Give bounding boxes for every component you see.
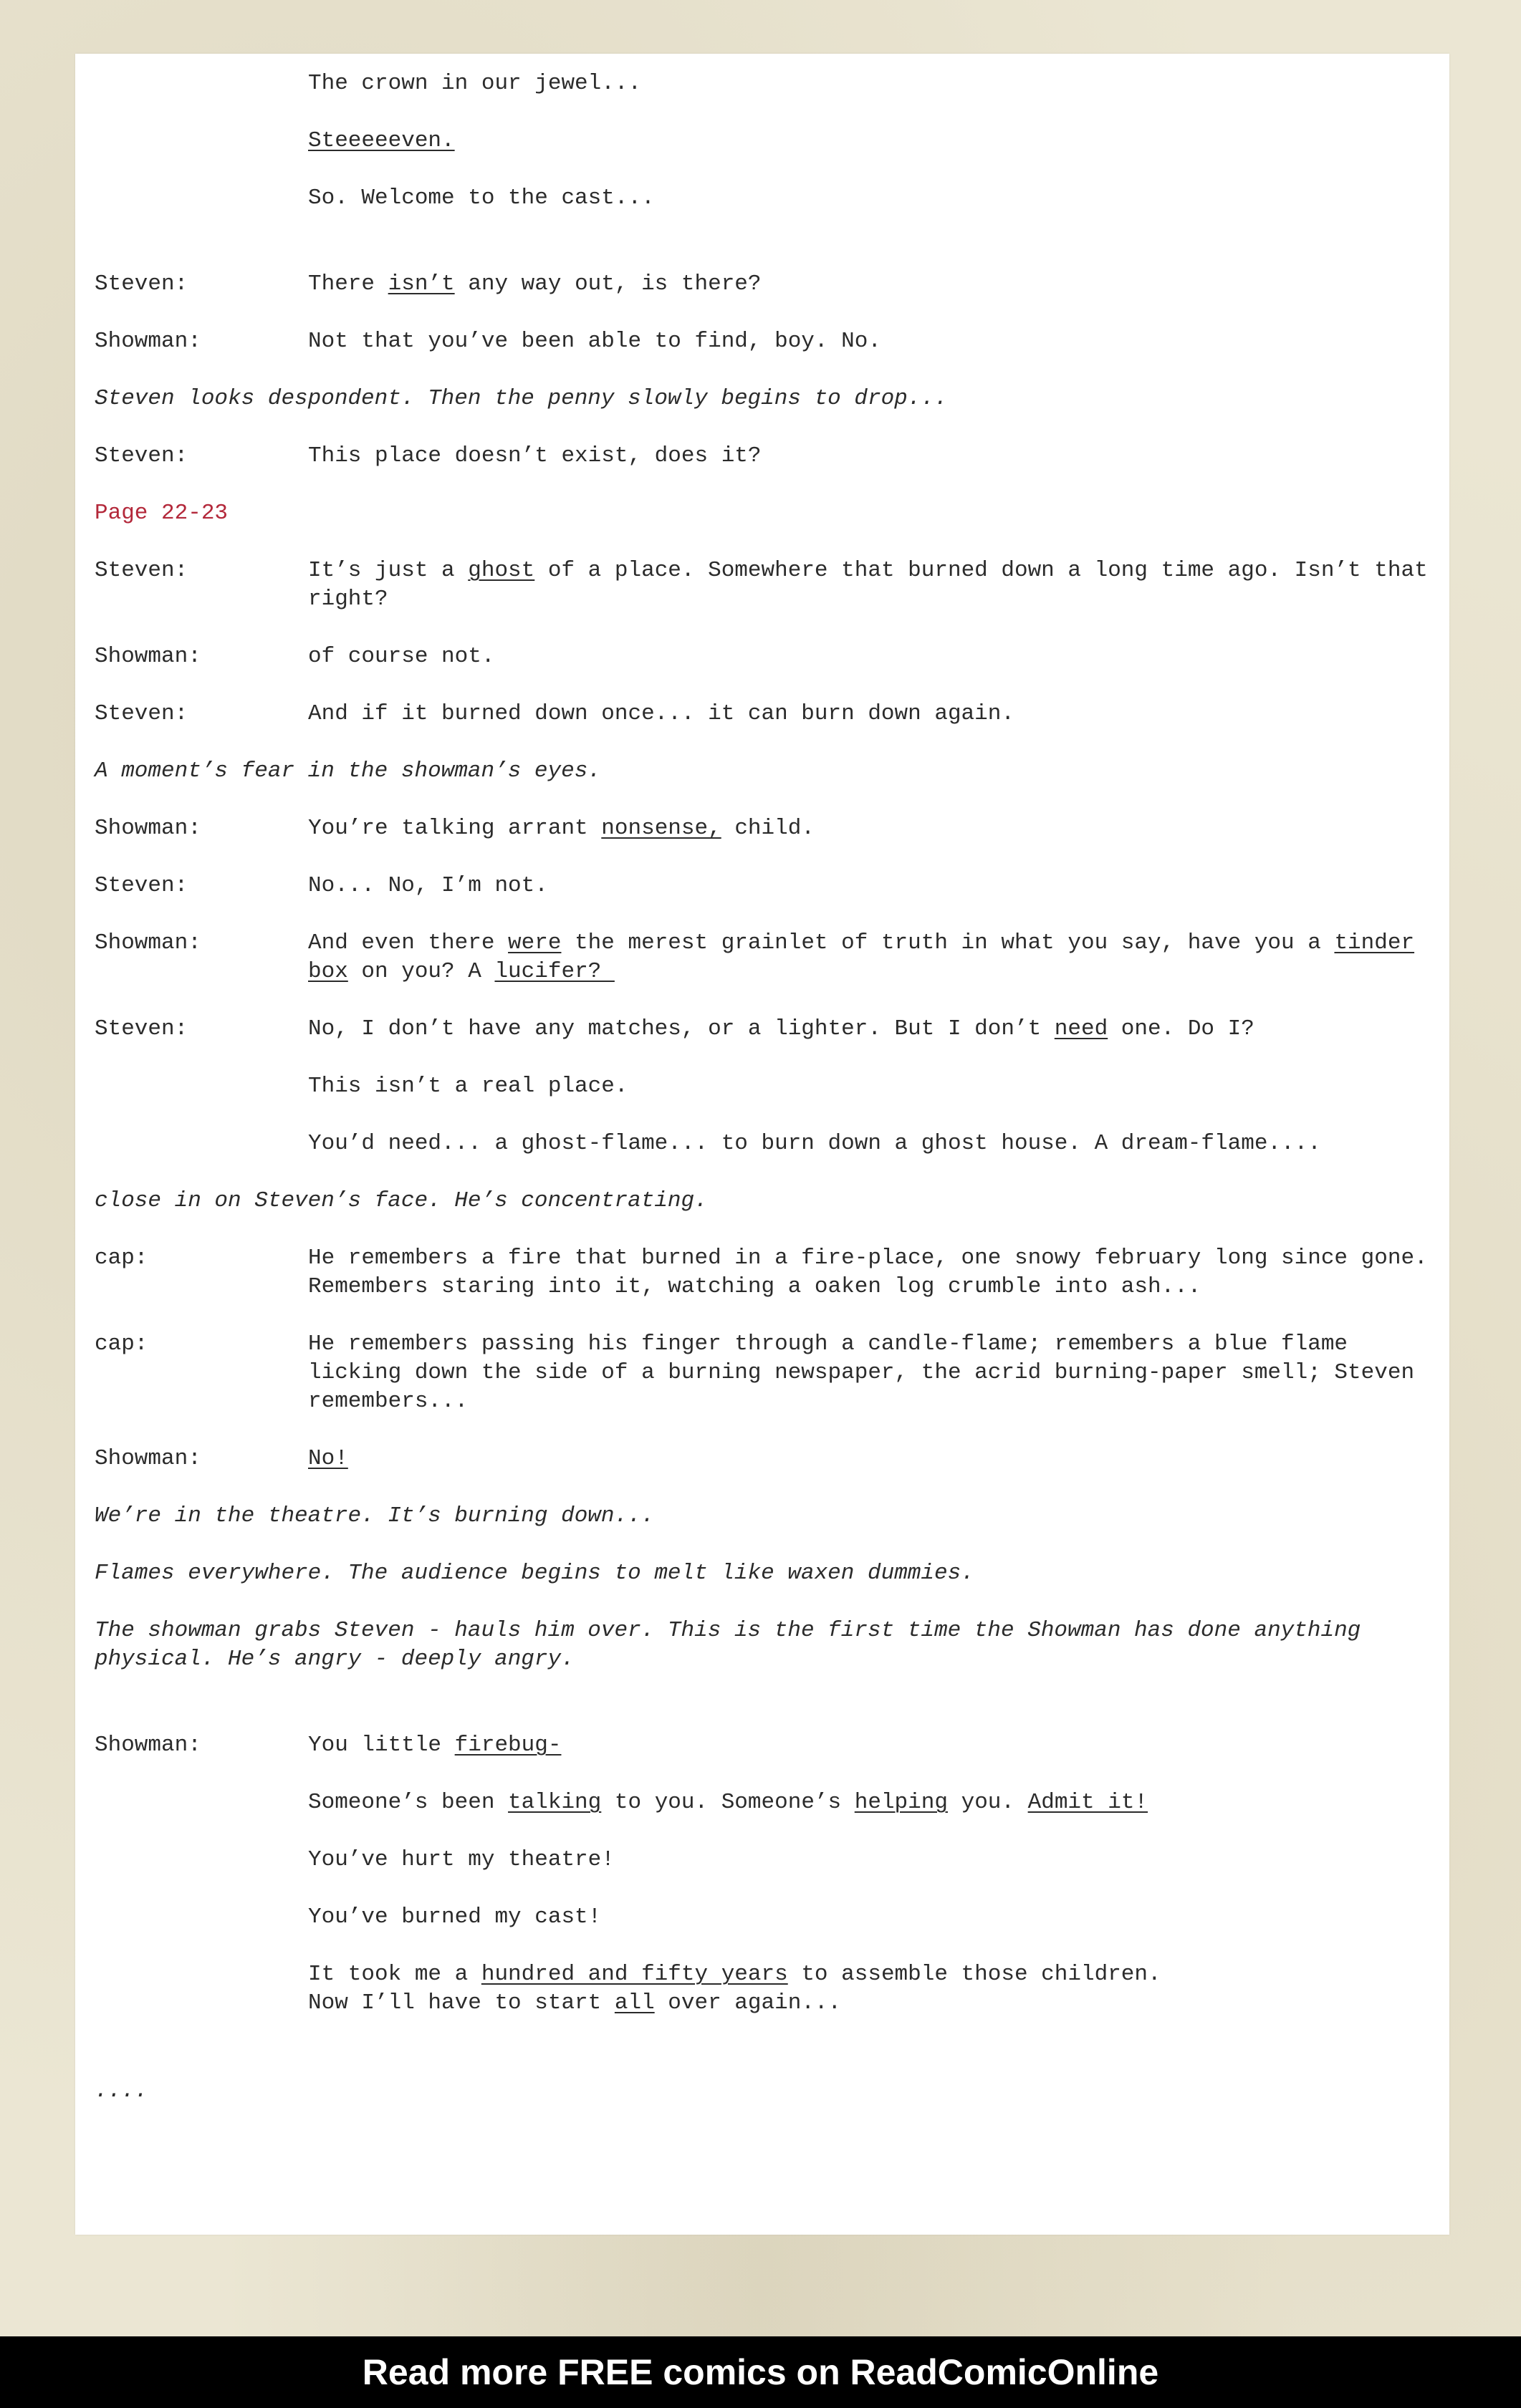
dialogue-segment: to assemble those children. Now I’ll have to start bbox=[308, 1962, 1161, 2016]
dialogue-line bbox=[95, 1960, 1441, 2018]
dialogue-segment: The crown in our jewel... bbox=[308, 71, 642, 96]
emphasis-text: were bbox=[508, 930, 562, 955]
emphasis-text: isn’t bbox=[388, 271, 455, 297]
dialogue-line bbox=[95, 1130, 1441, 1158]
dialogue-line bbox=[95, 557, 1441, 614]
dialogue-line bbox=[95, 1903, 1441, 1932]
dialogue-line bbox=[95, 127, 1441, 155]
dialogue-text bbox=[308, 1445, 1441, 1473]
dialogue-segment: the merest grainlet of truth in what you say, have you a bbox=[561, 930, 1335, 955]
dialogue-segment: child. bbox=[721, 816, 815, 841]
dialogue-segment: Not that you’ve been able to find, boy. No. bbox=[308, 329, 881, 354]
stage-direction: Flames everywhere. The audience begins to melt like waxen dummies. bbox=[95, 1561, 974, 1586]
dialogue-segment: Someone’s been bbox=[308, 1790, 509, 1815]
emphasis-text: talking bbox=[508, 1790, 602, 1815]
dialogue-line bbox=[95, 1731, 1441, 1760]
dialogue-segment: You’re talking arrant bbox=[308, 816, 602, 841]
dialogue-segment: And even there bbox=[308, 930, 509, 955]
speaker-name: Showman: bbox=[95, 329, 201, 354]
dialogue-segment: There bbox=[308, 271, 388, 297]
dialogue-text bbox=[308, 929, 1441, 986]
script-page bbox=[75, 54, 1449, 2235]
dialogue-segment: to you. Someone’s bbox=[601, 1790, 855, 1815]
emphasis-text: lucifer? bbox=[494, 959, 615, 984]
stage-direction: The showman grabs Steven - hauls him over. This is the first time the Showman has done anything physical. He’s angry - deeply angry. bbox=[95, 1618, 1361, 1672]
dialogue-line bbox=[95, 1846, 1441, 1874]
dialogue-segment: of a place. Somewhere that burned down a long time ago. Isn’t that right? bbox=[308, 558, 1428, 612]
dialogue-segment: any way out, is there? bbox=[454, 271, 762, 297]
speaker-name: Showman: bbox=[95, 1733, 201, 1758]
footer-banner[interactable] bbox=[0, 2336, 1521, 2408]
dialogue-segment: No, I don’t have any matches, or a lighter. But I don’t bbox=[308, 1016, 1055, 1041]
dialogue-segment: It took me a bbox=[308, 1962, 481, 1987]
dialogue-line bbox=[95, 1072, 1441, 1101]
speaker-name: Steven: bbox=[95, 1016, 188, 1041]
dialogue-segment: He remembers passing his finger through a candle-flame; remembers a blue flame licking down the side of a burning newspaper, the acrid burning-paper smell; Steven remembers... bbox=[308, 1331, 1415, 1414]
dialogue-line bbox=[95, 1244, 1441, 1301]
speaker-name: Steven: bbox=[95, 271, 188, 297]
dialogue-line bbox=[95, 929, 1441, 986]
page-marker: Page 22-23 bbox=[95, 501, 229, 526]
speaker-name: Steven: bbox=[95, 701, 188, 726]
emphasis-text: all bbox=[614, 1990, 655, 2016]
dialogue-line bbox=[95, 69, 1441, 98]
dialogue-segment: of course not. bbox=[308, 644, 495, 669]
dialogue-text bbox=[308, 700, 1441, 728]
dialogue-text bbox=[308, 814, 1441, 843]
dialogue-segment: on you? A bbox=[347, 959, 495, 984]
dialogue-line bbox=[95, 1330, 1441, 1416]
dialogue-line bbox=[95, 814, 1441, 843]
dialogue-line bbox=[95, 270, 1441, 299]
footer-text[interactable]: Read more FREE comics on ReadComicOnline bbox=[362, 2352, 1159, 2392]
dialogue-segment: This isn’t a real place. bbox=[308, 1074, 628, 1099]
dialogue-segment: He remembers a fire that burned in a fire-place, one snowy february long since gone. Remembers staring into it, watching a oaken log crumble into ash... bbox=[308, 1246, 1428, 1299]
dialogue-text bbox=[308, 1244, 1441, 1301]
dialogue-text bbox=[308, 270, 1441, 299]
stage-direction: .... bbox=[95, 2079, 148, 2104]
dialogue-segment: So. Welcome to the cast... bbox=[308, 186, 655, 211]
dialogue-segment: over again... bbox=[654, 1990, 842, 2016]
emphasis-text: need bbox=[1054, 1016, 1108, 1041]
emphasis-text: hundred and fifty years bbox=[481, 1962, 788, 1987]
dialogue-text bbox=[308, 69, 1441, 98]
emphasis-text: firebug- bbox=[454, 1733, 562, 1758]
dialogue-text bbox=[308, 642, 1441, 671]
stage-direction: A moment’s fear in the showman’s eyes. bbox=[95, 758, 601, 784]
dialogue-text bbox=[308, 327, 1441, 356]
speaker-name: Showman: bbox=[95, 816, 201, 841]
dialogue-segment: You’ve hurt my theatre! bbox=[308, 1847, 615, 1872]
speaker-name: cap: bbox=[95, 1331, 148, 1357]
dialogue-text bbox=[308, 1846, 1441, 1874]
dialogue-text bbox=[308, 1960, 1441, 2018]
speaker-name: Steven: bbox=[95, 873, 188, 898]
dialogue-segment: You’ve burned my cast! bbox=[308, 1904, 602, 1930]
emphasis-text: Admit it! bbox=[1027, 1790, 1148, 1815]
dialogue-text bbox=[308, 1072, 1441, 1101]
speaker-name: Steven: bbox=[95, 558, 188, 583]
dialogue-line bbox=[95, 642, 1441, 671]
dialogue-text bbox=[308, 1015, 1441, 1044]
dialogue-line bbox=[95, 1788, 1441, 1817]
dialogue-text bbox=[308, 1788, 1441, 1817]
script-body bbox=[95, 69, 1441, 2106]
dialogue-line bbox=[95, 442, 1441, 471]
dialogue-text bbox=[308, 1130, 1441, 1158]
dialogue-text bbox=[308, 127, 1441, 155]
emphasis-text: ghost bbox=[468, 558, 535, 583]
speaker-name: Steven: bbox=[95, 443, 188, 468]
emphasis-text: tinder bbox=[1334, 930, 1415, 955]
dialogue-segment: You little bbox=[308, 1733, 455, 1758]
dialogue-line bbox=[95, 872, 1441, 900]
dialogue-line bbox=[95, 700, 1441, 728]
dialogue-segment: This place doesn’t exist, does it? bbox=[308, 443, 762, 468]
dialogue-segment: And if it burned down once... it can burn down again. bbox=[308, 701, 1014, 726]
dialogue-line bbox=[95, 1445, 1441, 1473]
dialogue-line bbox=[95, 1015, 1441, 1044]
emphasis-text: Steeeeeven. bbox=[308, 128, 455, 153]
emphasis-text: helping bbox=[854, 1790, 948, 1815]
speaker-name: cap: bbox=[95, 1246, 148, 1271]
speaker-name: Showman: bbox=[95, 930, 201, 955]
dialogue-text bbox=[308, 1731, 1441, 1760]
dialogue-text bbox=[308, 872, 1441, 900]
dialogue-segment: No... No, I’m not. bbox=[308, 873, 548, 898]
dialogue-segment: you. bbox=[947, 1790, 1028, 1815]
dialogue-segment: You’d need... a ghost-flame... to burn down a ghost house. A dream-flame.... bbox=[308, 1131, 1321, 1156]
dialogue-line bbox=[95, 327, 1441, 356]
dialogue-text bbox=[308, 442, 1441, 471]
dialogue-line bbox=[95, 184, 1441, 213]
dialogue-text bbox=[308, 184, 1441, 213]
dialogue-text bbox=[308, 557, 1441, 614]
emphasis-text: nonsense, bbox=[601, 816, 721, 841]
speaker-name: Showman: bbox=[95, 644, 201, 669]
emphasis-text: No! bbox=[308, 1446, 348, 1471]
stage-direction: Steven looks despondent. Then the penny slowly begins to drop... bbox=[95, 386, 948, 411]
speaker-name: Showman: bbox=[95, 1446, 201, 1471]
dialogue-segment: one. Do I? bbox=[1108, 1016, 1254, 1041]
emphasis-text: box bbox=[308, 959, 348, 984]
stage-direction: close in on Steven’s face. He’s concentrating. bbox=[95, 1188, 708, 1213]
stage-direction: We’re in the theatre. It’s burning down... bbox=[95, 1503, 655, 1528]
dialogue-text bbox=[308, 1903, 1441, 1932]
dialogue-text bbox=[308, 1330, 1441, 1416]
dialogue-segment: It’s just a bbox=[308, 558, 469, 583]
